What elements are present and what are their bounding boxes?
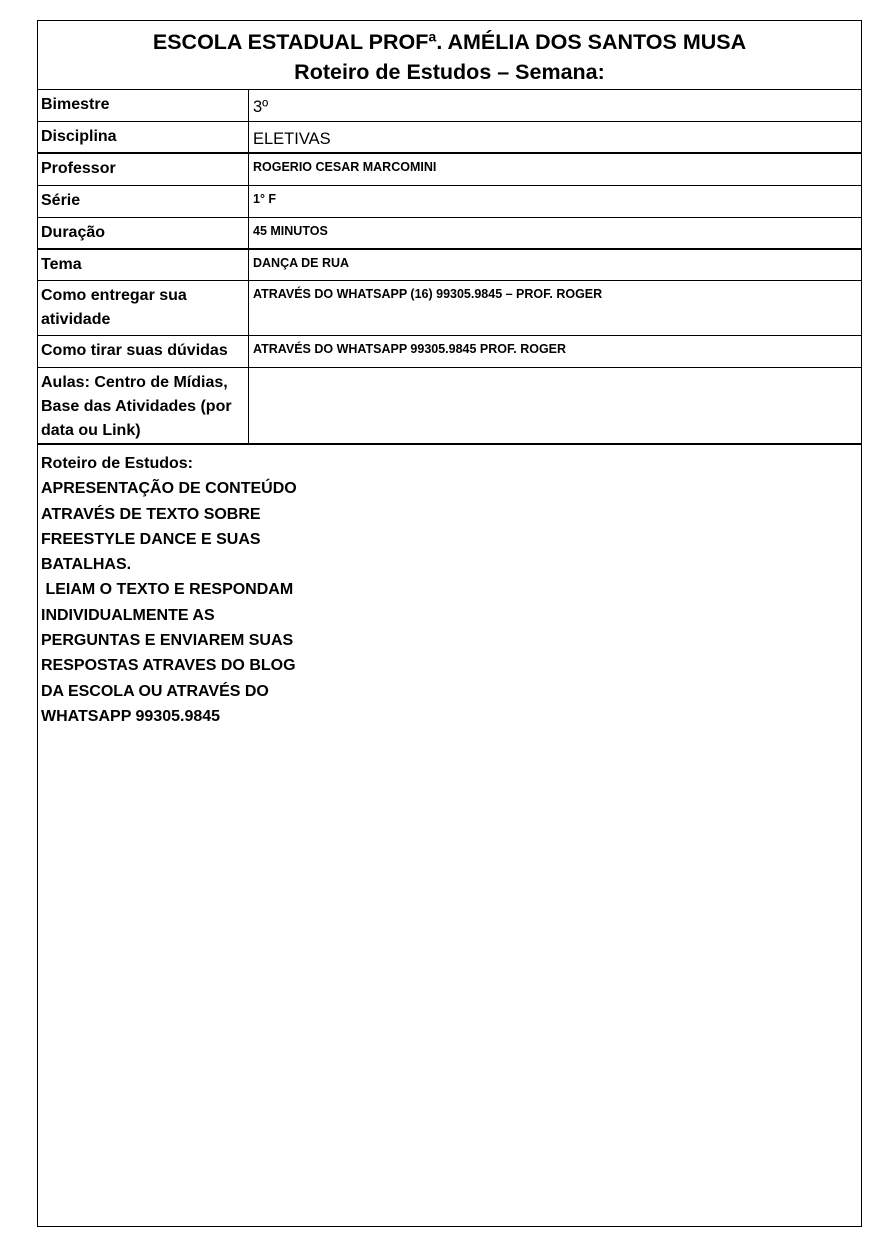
aulas-label bbox=[38, 368, 249, 443]
roteiro-line: BATALHAS. bbox=[41, 556, 132, 574]
roteiro-line: INDIVIDUALMENTE AS bbox=[41, 606, 215, 624]
serie-value: 1° F bbox=[253, 192, 277, 206]
row-disciplina bbox=[38, 122, 861, 154]
aulas-value bbox=[249, 368, 861, 443]
row-professor bbox=[38, 154, 861, 186]
roteiro-line: LEIAM O TEXTO E RESPONDAM bbox=[41, 581, 294, 599]
row-duvidas bbox=[38, 336, 861, 368]
entrega-value: ATRAVÉS DO WHATSAPP (16) 99305.9845 – PROF. ROGER bbox=[253, 287, 603, 301]
disciplina-label: Disciplina bbox=[38, 122, 249, 152]
roteiro-line: FREESTYLE DANCE E SUAS bbox=[41, 530, 261, 548]
roteiro-section bbox=[38, 445, 861, 729]
tema-value: DANÇA DE RUA bbox=[253, 256, 350, 270]
duracao-label: Duração bbox=[38, 218, 249, 248]
entrega-label-line: atividade bbox=[41, 311, 111, 328]
aulas-label-line: Base das Atividades (por bbox=[41, 398, 232, 415]
roteiro-line: DA ESCOLA OU ATRAVÉS DO bbox=[41, 682, 269, 700]
roteiro-line: PERGUNTAS E ENVIAREM SUAS bbox=[41, 632, 294, 650]
row-aulas bbox=[38, 368, 861, 445]
row-serie bbox=[38, 186, 861, 218]
row-duracao bbox=[38, 218, 861, 250]
professor-label: Professor bbox=[38, 154, 249, 185]
bimestre-value: 3º bbox=[253, 98, 269, 116]
duracao-value: 45 MINUTOS bbox=[253, 224, 328, 238]
row-bimestre bbox=[38, 90, 861, 122]
disciplina-value: ELETIVAS bbox=[253, 130, 331, 148]
document-subtitle: Roteiro de Estudos – Semana: bbox=[294, 60, 605, 84]
row-tema bbox=[38, 250, 861, 281]
aulas-label-line: Aulas: Centro de Mídias, bbox=[41, 374, 228, 391]
roteiro-line: ATRAVÉS DE TEXTO SOBRE bbox=[41, 505, 261, 523]
duvidas-label: Como tirar suas dúvidas bbox=[38, 336, 249, 367]
roteiro-line: APRESENTAÇÃO DE CONTEÚDO bbox=[41, 480, 297, 498]
aulas-label-line: data ou Link) bbox=[41, 422, 141, 439]
roteiro-line: WHATSAPP 99305.9845 bbox=[41, 707, 221, 725]
bimestre-label: Bimestre bbox=[38, 90, 249, 121]
entrega-label-line: Como entregar sua bbox=[41, 287, 187, 304]
roteiro-line: RESPOSTAS ATRAVES DO BLOG bbox=[41, 657, 296, 675]
tema-label: Tema bbox=[38, 250, 249, 280]
serie-label: Série bbox=[38, 186, 249, 217]
roteiro-title: Roteiro de Estudos: bbox=[41, 455, 194, 472]
school-name: ESCOLA ESTADUAL PROFª. AMÉLIA DOS SANTOS MUSA bbox=[152, 30, 747, 54]
document-header bbox=[38, 21, 861, 90]
duvidas-value: ATRAVÉS DO WHATSAPP 99305.9845 PROF. ROGER bbox=[253, 342, 567, 356]
row-entrega bbox=[38, 281, 861, 336]
entrega-label bbox=[38, 281, 249, 335]
study-guide-document bbox=[37, 20, 862, 1227]
professor-value: ROGERIO CESAR MARCOMINI bbox=[253, 160, 437, 174]
